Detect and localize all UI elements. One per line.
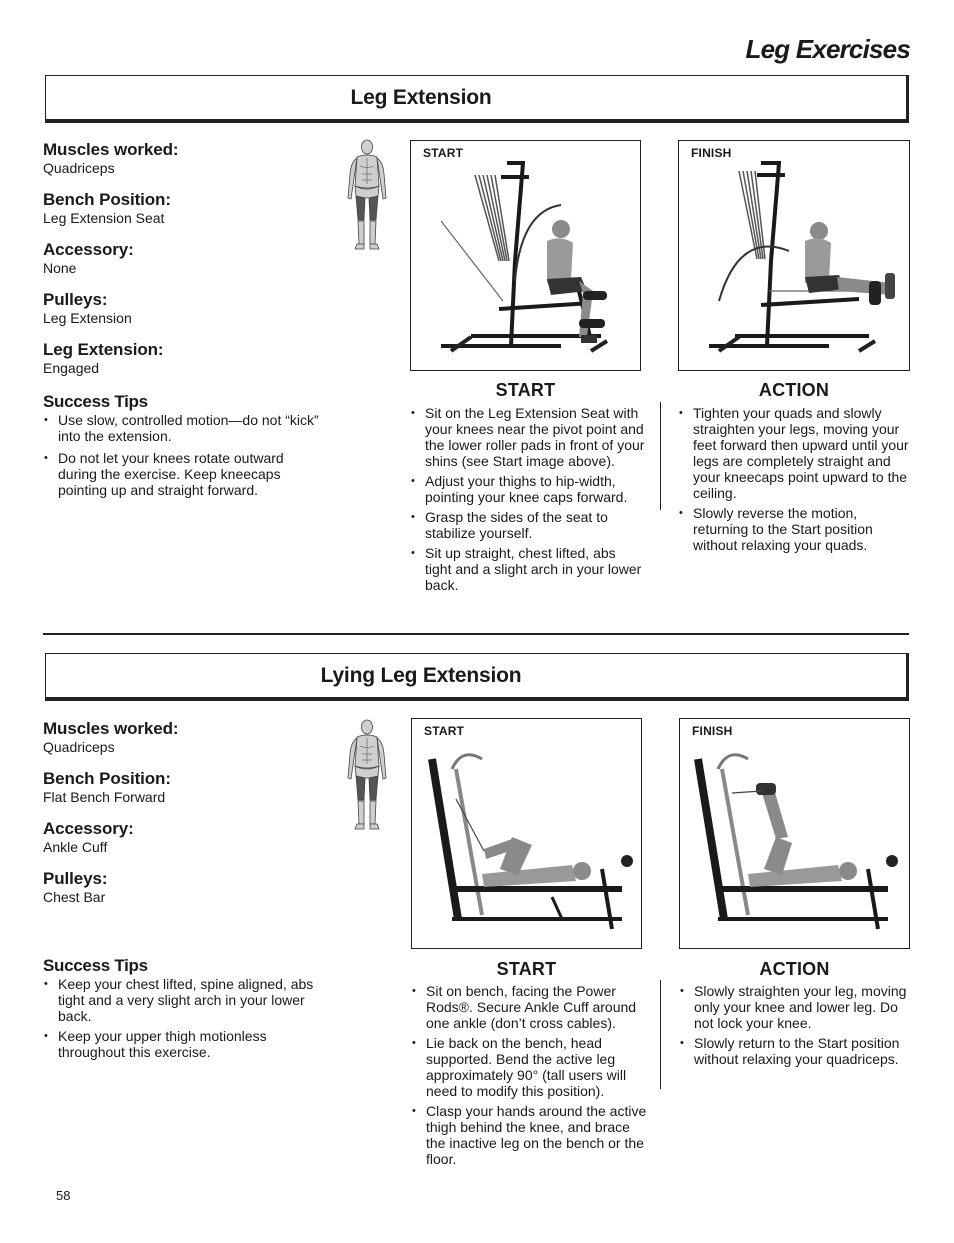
muscle-diagram-figure — [343, 718, 391, 832]
detail-label: Bench Position: — [43, 769, 171, 788]
detail-label: Leg Extension: — [43, 340, 164, 359]
step-item: • Slowly straighten your leg, moving only your knee and lower leg. Do not lock your knee. — [679, 983, 915, 1031]
start-steps — [410, 405, 645, 597]
tips-heading: Success Tips — [43, 392, 148, 411]
detail-label: Bench Position: — [43, 190, 171, 209]
action-steps — [679, 983, 915, 1071]
step-item: • Slowly return to the Start position without relaxing your quadriceps. — [679, 1035, 915, 1067]
exercise-details — [43, 140, 333, 390]
tip-item: • Keep your upper thigh motionless throughout this exercise. — [43, 1028, 323, 1060]
page-title: Leg Exercises — [745, 34, 910, 64]
step-item: • Clasp your hands around the active thigh behind the knee, and brace the inactive leg on the bench or the floor. — [411, 1103, 647, 1167]
section-divider — [43, 633, 909, 635]
page-number: 58 — [56, 1188, 71, 1203]
exercise-details — [43, 719, 333, 919]
photo-label: FINISH — [691, 146, 732, 160]
step-item: • Sit up straight, chest lifted, abs tight and a slight arch in your lower back. — [410, 545, 645, 593]
success-tips — [43, 392, 323, 502]
step-item: • Tighten your quads and slowly straighten your legs, moving your feet forward then upward until your legs are completely straight and your kneecaps point upward to the ceiling. — [678, 405, 914, 501]
detail-value: Engaged — [43, 360, 100, 376]
photo-label: START — [423, 146, 464, 160]
muscle-diagram-figure — [343, 138, 391, 252]
detail-label: Accessory: — [43, 819, 134, 838]
success-tips — [43, 956, 323, 1064]
gym-machine-illustration — [412, 719, 640, 947]
tip-item: • Keep your chest lifted, spine aligned, abs tight and a very slight arch in your lower back. — [43, 976, 323, 1024]
start-heading: START — [496, 959, 557, 979]
detail-value: Chest Bar — [43, 889, 106, 905]
step-item: • Adjust your thighs to hip-width, pointing your knee caps forward. — [410, 473, 645, 505]
tips-heading: Success Tips — [43, 956, 148, 975]
step-item: • Sit on the Leg Extension Seat with your knees near the pivot point and the lower roller pads in front of your shins (see Start image above). — [410, 405, 645, 469]
gym-machine-illustration — [411, 141, 639, 369]
step-item: • Grasp the sides of the seat to stabilize yourself. — [410, 509, 645, 541]
detail-label: Pulleys: — [43, 290, 108, 309]
detail-value: Leg Extension — [43, 310, 132, 326]
step-item: • Sit on bench, facing the Power Rods®. Secure Ankle Cuff around one ankle (don’t cross cables). — [411, 983, 647, 1031]
finish-photo-lying-leg-extension — [679, 718, 910, 949]
section-title: Lying Leg Extension — [320, 663, 522, 687]
start-photo-leg-extension — [410, 140, 641, 371]
action-heading: ACTION — [758, 380, 830, 400]
column-divider — [660, 402, 661, 510]
section-banner-leg-extension — [45, 75, 909, 123]
detail-value: None — [43, 260, 77, 276]
gym-machine-illustration — [680, 719, 908, 947]
start-heading: START — [495, 380, 556, 400]
detail-value: Leg Extension Seat — [43, 210, 165, 226]
tip-item: • Use slow, controlled motion—do not “kick” into the extension. — [43, 412, 323, 444]
start-steps — [411, 983, 647, 1171]
step-item: • Slowly reverse the motion, returning to the Start position without relaxing your quads. — [678, 505, 914, 553]
step-item: • Lie back on the bench, head supported. Bend the active leg approximately 90° (tall users will need to modify this position). — [411, 1035, 647, 1099]
detail-label: Pulleys: — [43, 869, 108, 888]
section-title: Leg Extension — [350, 85, 492, 109]
detail-value: Flat Bench Forward — [43, 789, 166, 805]
action-steps — [678, 405, 914, 557]
detail-value: Quadriceps — [43, 739, 115, 755]
gym-machine-illustration — [679, 141, 908, 369]
detail-label: Accessory: — [43, 240, 134, 259]
tip-item: • Do not let your knees rotate outward during the exercise. Keep kneecaps pointing up and straight forward. — [43, 450, 323, 498]
detail-label: Muscles worked: — [43, 140, 179, 159]
finish-photo-leg-extension — [678, 140, 910, 371]
detail-value: Ankle Cuff — [43, 839, 108, 855]
photo-label: FINISH — [692, 724, 733, 738]
action-heading: ACTION — [759, 959, 830, 979]
detail-label: Muscles worked: — [43, 719, 179, 738]
section-banner-lying-leg-extension — [45, 653, 909, 701]
detail-value: Quadriceps — [43, 160, 115, 176]
column-divider — [660, 980, 661, 1089]
photo-label: START — [424, 724, 465, 738]
start-photo-lying-leg-extension — [411, 718, 642, 949]
